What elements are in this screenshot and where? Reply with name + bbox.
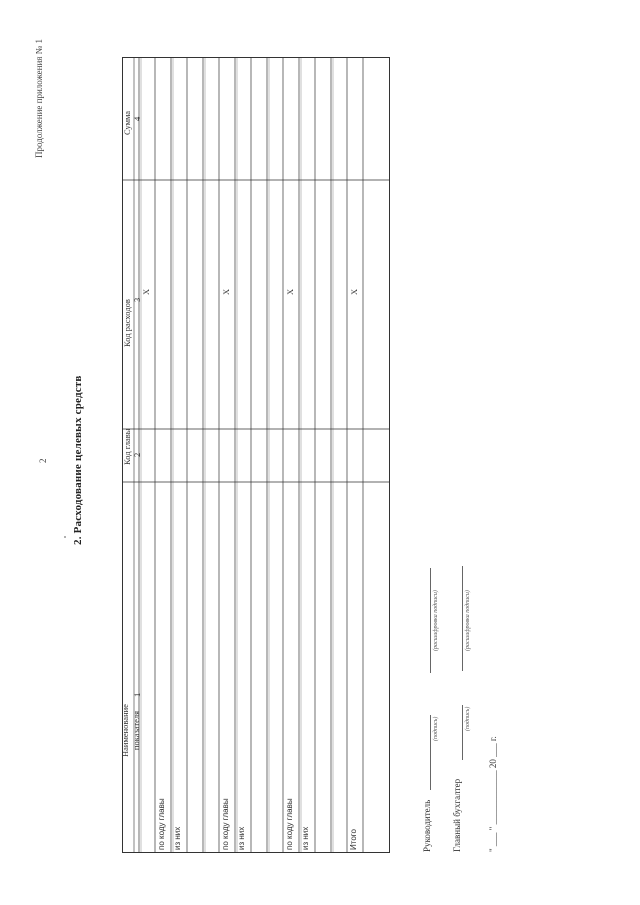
section-title: 2. Расходование целевых средств	[72, 375, 84, 545]
col-number-1: 1	[132, 692, 142, 697]
row-expense-code: X	[285, 288, 295, 295]
row-name: из них	[301, 826, 310, 850]
row-name: из них	[173, 826, 182, 850]
chief-accountant-signature-line[interactable]	[462, 705, 463, 760]
row-expense-code: X	[349, 288, 359, 295]
row-name: Итого	[349, 829, 358, 850]
head-signature-line[interactable]	[430, 715, 431, 790]
head-decoding-hint: (расшифровка подписи)	[433, 590, 439, 651]
col-header-line: показателя	[131, 710, 141, 751]
col-header-amount: Сумма	[122, 110, 132, 135]
col-header-expense-code: Код расходов	[122, 299, 132, 347]
row-name: из них	[237, 826, 246, 850]
head-decoding-line[interactable]	[430, 568, 431, 673]
page-number: 2	[38, 458, 48, 463]
col-number-3: 3	[132, 297, 142, 302]
head-signature-hint: (подпись)	[433, 716, 439, 741]
col-number-4: 4	[132, 116, 142, 121]
col-header-chapter-code: Код главы	[122, 428, 132, 465]
row-name: по коду главы	[157, 798, 166, 850]
row-expense-code: X	[221, 288, 231, 295]
table-grid	[122, 57, 390, 853]
col-number-2: 2	[132, 452, 142, 457]
table-border	[123, 58, 390, 853]
row-name: по коду главы	[221, 798, 230, 850]
expenditure-table	[122, 57, 390, 853]
col-header-line: Наименование	[120, 704, 130, 757]
scan-speck	[64, 536, 66, 538]
row-expense-code: X	[141, 288, 151, 295]
appendix-note: Продолжение приложения № 1	[34, 38, 44, 158]
chief-accountant-signature-hint: (подпись)	[465, 706, 471, 731]
col-header-indicator-name	[120, 704, 142, 757]
date-line: " ___ " ____________ 20 ___ г.	[488, 736, 498, 852]
chief-accountant-decoding-line[interactable]	[462, 566, 463, 671]
chief-accountant-label: Главный бухгалтер	[452, 778, 462, 852]
head-label: Руководитель	[422, 799, 432, 852]
row-name: по коду главы	[285, 798, 294, 850]
chief-accountant-decoding-hint: (расшифровка подписи)	[465, 590, 471, 651]
